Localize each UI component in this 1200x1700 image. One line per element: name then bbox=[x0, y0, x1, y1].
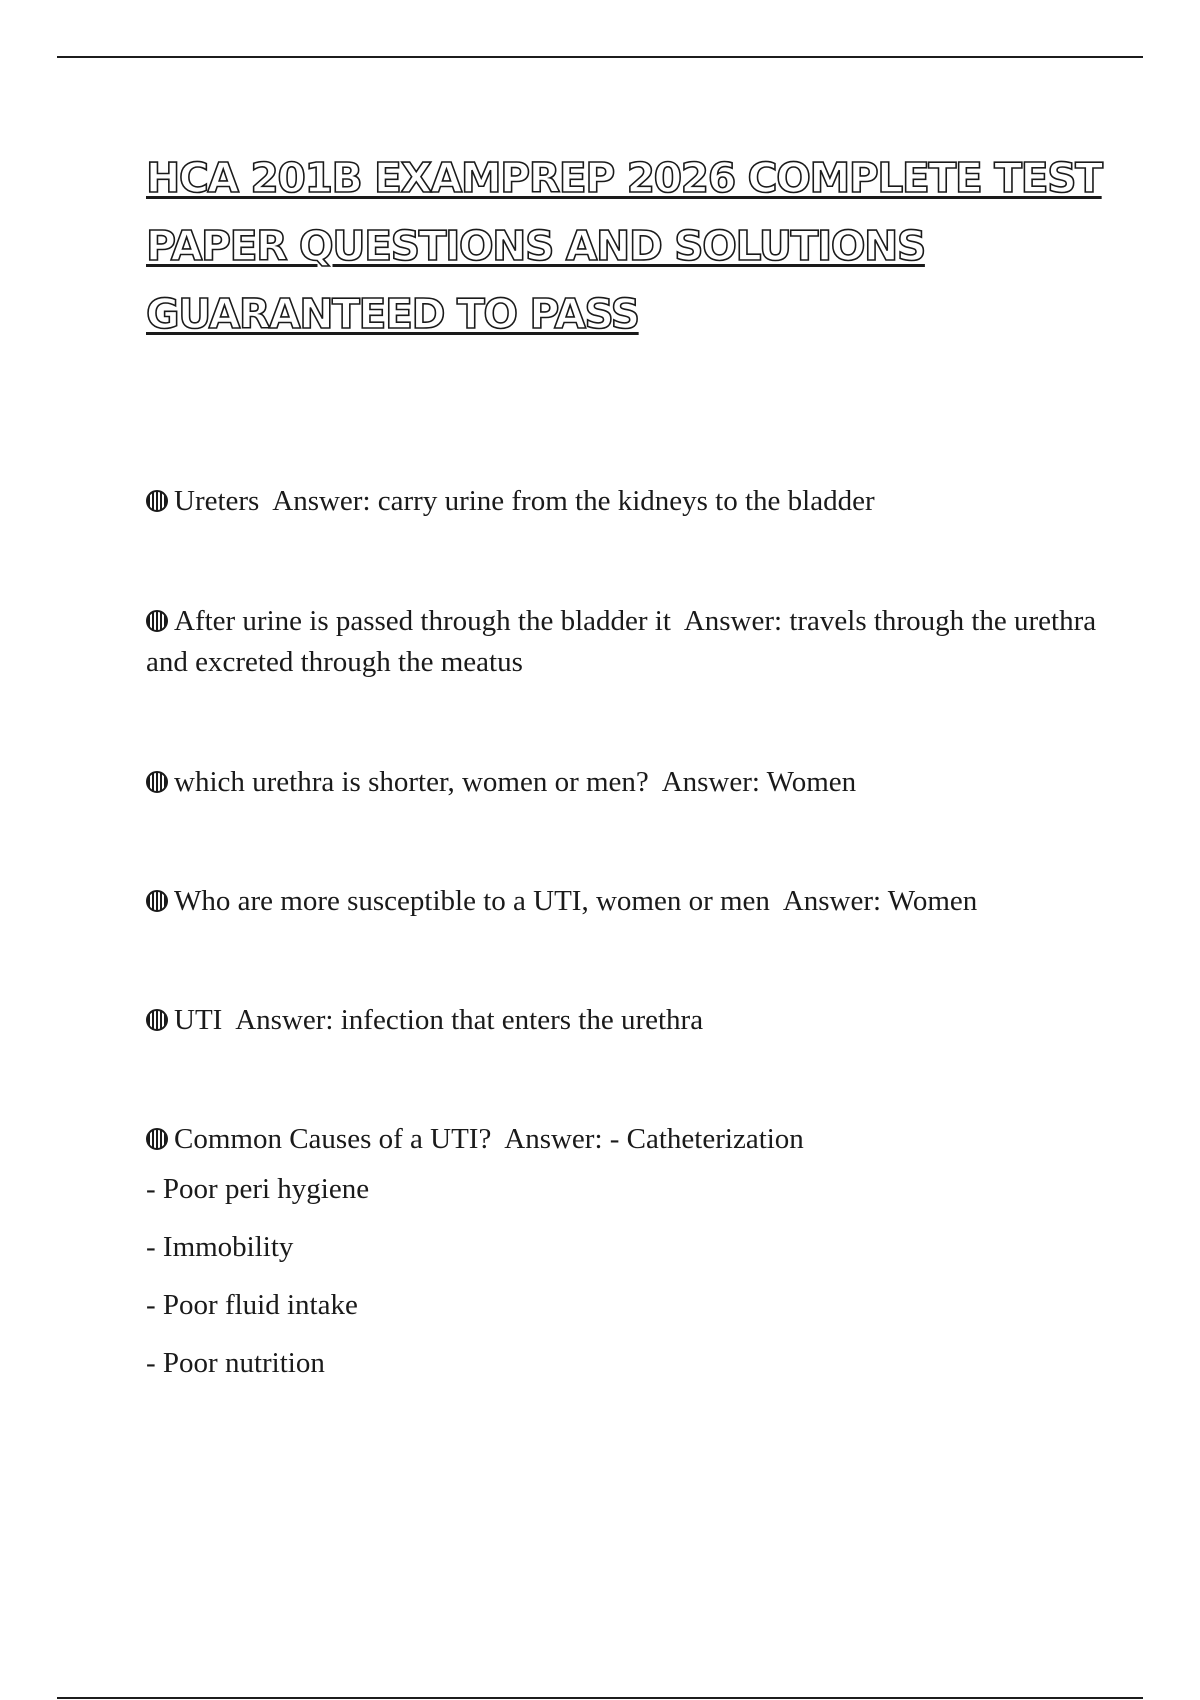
qa-item bbox=[146, 1119, 1106, 1392]
document-title bbox=[146, 144, 1106, 348]
question-text: which urethra is shorter, women or men? bbox=[174, 766, 649, 798]
answer-text: Answer: infection that enters the urethra bbox=[235, 1004, 704, 1036]
cause-list-item: - Immobility bbox=[146, 1231, 294, 1263]
qa-item bbox=[146, 1000, 1106, 1041]
bullet-icon bbox=[146, 1128, 168, 1150]
cause-list-item: - Poor fluid intake bbox=[146, 1289, 358, 1321]
question-text: UTI bbox=[174, 1004, 223, 1036]
answer-text: Answer: Women bbox=[661, 766, 857, 798]
bullet-icon bbox=[146, 1009, 168, 1031]
qa-item bbox=[146, 481, 1106, 522]
qa-item bbox=[146, 601, 1106, 683]
question-text: Ureters bbox=[174, 485, 260, 517]
title-line: PAPER QUESTIONS AND SOLUTIONS bbox=[146, 222, 925, 270]
question-text: After urine is passed through the bladder it bbox=[174, 605, 671, 637]
top-rule bbox=[57, 56, 1143, 58]
bullet-icon bbox=[146, 890, 168, 912]
cause-list-item: - Poor peri hygiene bbox=[146, 1173, 370, 1205]
bottom-rule bbox=[57, 1697, 1143, 1699]
title-line: HCA 201B EXAMPREP 2026 COMPLETE TEST bbox=[146, 154, 1102, 202]
question-text: Common Causes of a UTI? bbox=[174, 1123, 492, 1155]
question-text: Who are more susceptible to a UTI, women or men bbox=[174, 885, 770, 917]
qa-item bbox=[146, 881, 1106, 922]
cause-list-item: - Poor nutrition bbox=[146, 1347, 325, 1379]
qa-item bbox=[146, 762, 1106, 803]
answer-text: Answer: Women bbox=[782, 885, 978, 917]
answer-text: Answer: carry urine from the kidneys to the bladder bbox=[272, 485, 875, 517]
answer-text: Answer: travels through the urethra and excreted through the meatus bbox=[146, 605, 1097, 678]
title-line: GUARANTEED TO PASS bbox=[146, 290, 639, 338]
bullet-icon bbox=[146, 490, 168, 512]
answer-text: Answer: - Catheterization bbox=[504, 1123, 804, 1155]
bullet-icon bbox=[146, 610, 168, 632]
bullet-icon bbox=[146, 771, 168, 793]
